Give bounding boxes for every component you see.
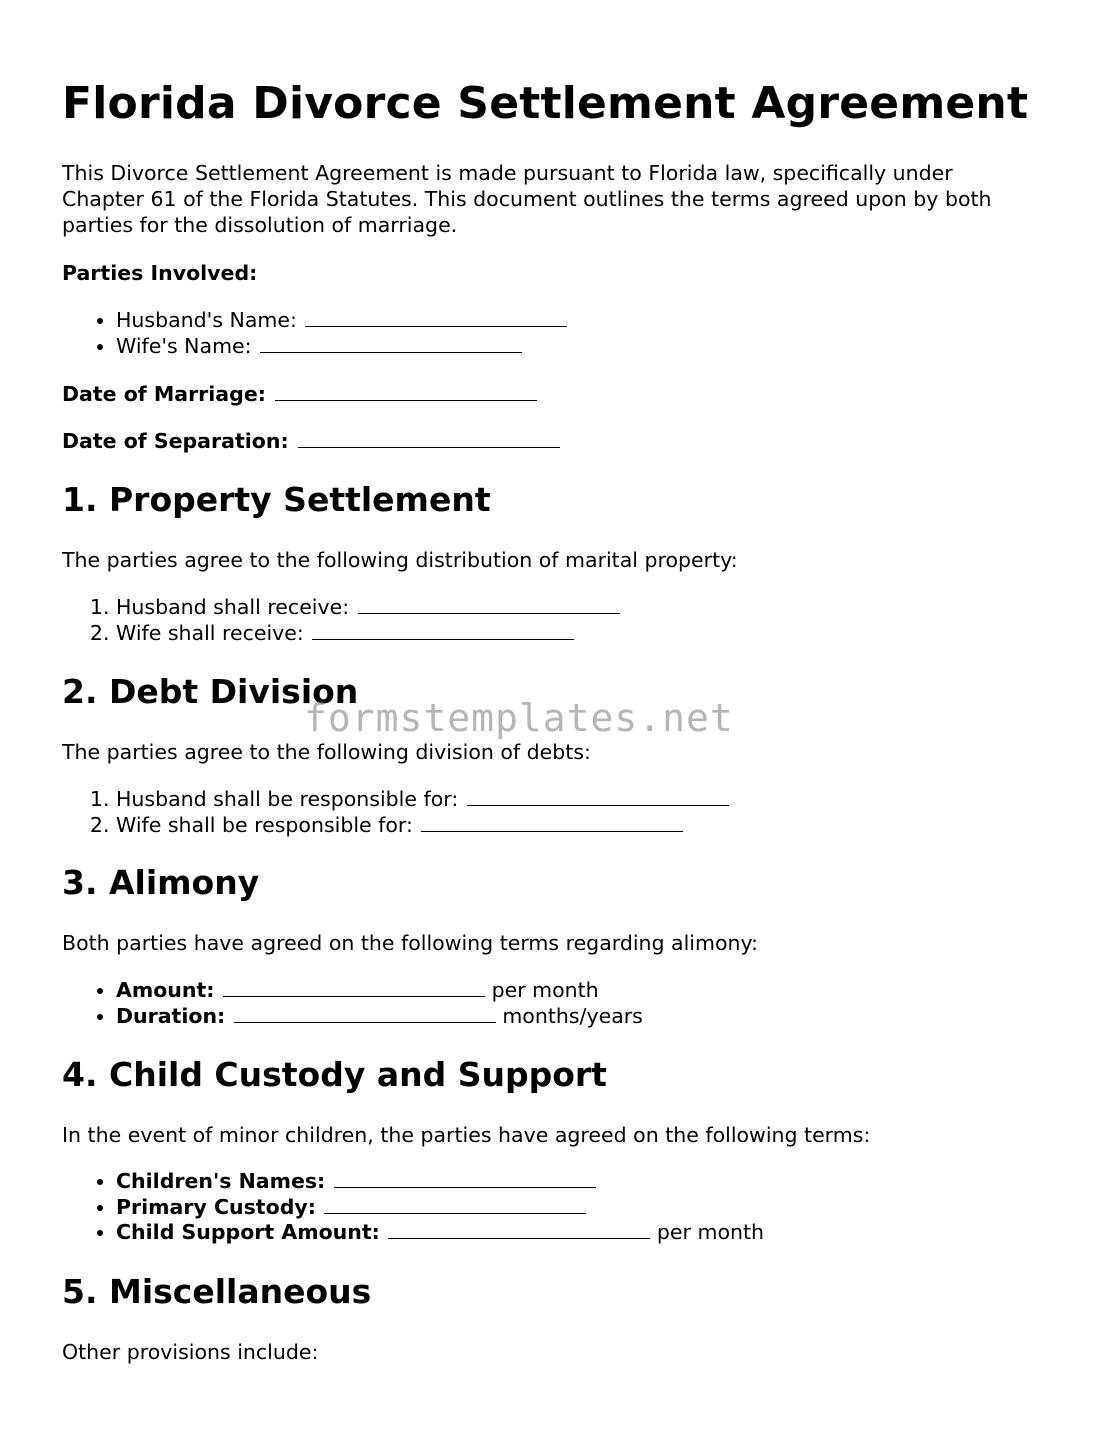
husband-name-item <box>116 308 567 334</box>
debt-item-wife <box>116 813 729 839</box>
date-of-separation-label: Date of Separation: <box>62 429 289 453</box>
custody-list <box>62 1169 764 1246</box>
property-item-wife <box>116 621 620 647</box>
primary-custody-label: Primary Custody: <box>116 1194 316 1219</box>
custody-heading: 4. Child Custody and Support <box>62 1055 607 1094</box>
debt-wife-field[interactable] <box>421 813 683 832</box>
child-support-suffix: per month <box>656 1220 765 1244</box>
misc-text: Other provisions include: <box>62 1340 319 1364</box>
children-names-label: Children's Names: <box>116 1169 326 1193</box>
alimony-amount-field[interactable] <box>223 978 485 997</box>
intro-line-1: This Divorce Settlement Agreement is made pursuant to Florida law, specifically under <box>62 161 953 185</box>
husband-name-field[interactable] <box>305 308 567 327</box>
date-of-separation-field[interactable] <box>298 429 560 448</box>
alimony-duration-field[interactable] <box>234 1004 496 1023</box>
date-of-marriage-label: Date of Marriage: <box>62 382 266 406</box>
alimony-amount-item <box>116 978 643 1004</box>
alimony-amount-suffix: per month <box>491 978 599 1002</box>
date-of-separation-row <box>62 428 560 454</box>
alimony-heading: 3. Alimony <box>62 863 260 902</box>
children-names-item <box>116 1169 764 1195</box>
watermark: formstemplates.net <box>304 696 734 740</box>
child-support-item <box>116 1220 764 1246</box>
property-husband-field[interactable] <box>358 595 620 614</box>
custody-text: In the event of minor children, the parties have agreed on the following terms: <box>62 1123 871 1147</box>
misc-heading: 5. Miscellaneous <box>62 1272 372 1311</box>
alimony-duration-item <box>116 1004 643 1030</box>
debt-item-husband <box>116 787 729 813</box>
alimony-amount-label: Amount: <box>116 978 215 1002</box>
document-title: Florida Divorce Settlement Agreement <box>62 78 1029 129</box>
date-of-marriage-field[interactable] <box>275 382 537 401</box>
parties-heading: Parties Involved: <box>62 261 258 285</box>
date-of-marriage-row <box>62 381 537 407</box>
debt-husband-field[interactable] <box>467 787 729 806</box>
husband-name-label: Husband's Name: <box>116 308 297 332</box>
alimony-text: Both parties have agreed on the following terms regarding alimony: <box>62 931 759 955</box>
property-text: The parties agree to the following distribution of marital property: <box>62 548 738 572</box>
wife-name-item <box>116 334 567 360</box>
primary-custody-item <box>116 1195 764 1221</box>
wife-name-label: Wife's Name: <box>116 333 252 358</box>
intro-line-3: parties for the dissolution of marriage. <box>62 213 458 237</box>
debt-husband-label: Husband shall be responsible for: <box>116 787 459 811</box>
alimony-list <box>62 978 643 1029</box>
child-support-field[interactable] <box>388 1220 650 1239</box>
primary-custody-field[interactable] <box>324 1195 586 1214</box>
property-wife-label: Wife shall receive: <box>116 620 304 645</box>
property-wife-field[interactable] <box>312 621 574 640</box>
alimony-duration-suffix: months/years <box>502 1003 643 1028</box>
parties-list <box>62 308 567 359</box>
debt-wife-label: Wife shall be responsible for: <box>116 812 413 837</box>
wife-name-field[interactable] <box>260 334 522 353</box>
intro-line-2: Chapter 61 of the Florida Statutes. This document outlines the terms agreed upon by both <box>62 187 992 211</box>
debt-heading: 2. Debt Division <box>62 672 359 711</box>
alimony-duration-label: Duration: <box>116 1003 226 1028</box>
property-heading: 1. Property Settlement <box>62 480 491 519</box>
child-support-label: Child Support Amount: <box>116 1220 380 1244</box>
children-names-field[interactable] <box>334 1169 596 1188</box>
property-list <box>62 595 620 646</box>
property-item-husband <box>116 595 620 621</box>
property-husband-label: Husband shall receive: <box>116 595 350 619</box>
debt-list <box>62 787 729 838</box>
debt-text: The parties agree to the following division of debts: <box>62 740 591 764</box>
